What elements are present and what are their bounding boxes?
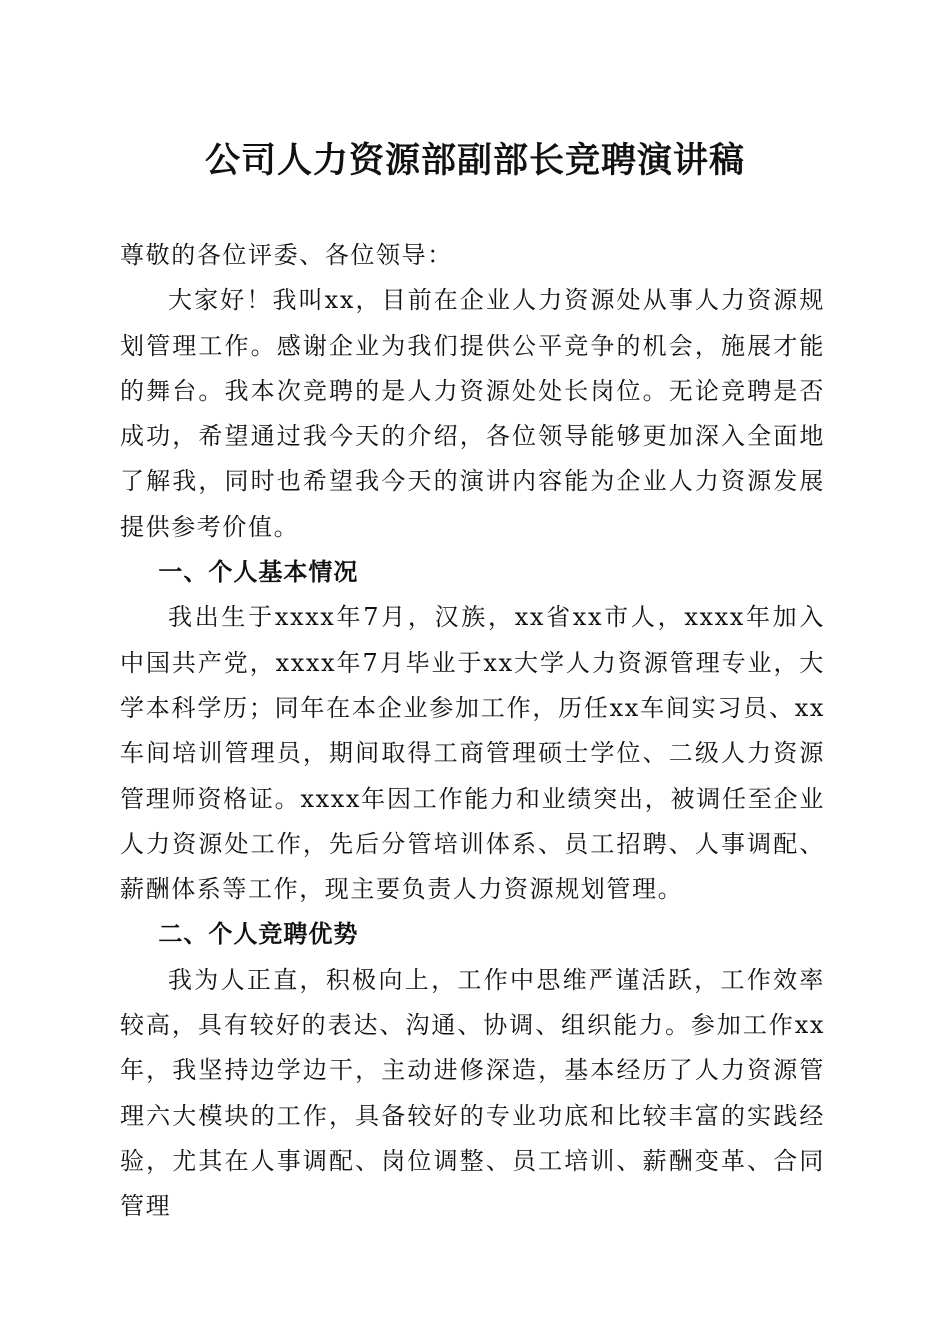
intro-paragraph: 大家好！我叫xx，目前在企业人力资源处从事人力资源规划管理工作。感谢企业为我们提供公平竞争的机会，施展才能的舞台。我本次竞聘的是人力资源处处长岗位。无论竞聘是否成功，希望通过我今天的介绍，各位领导能够更加深入全面地了解我，同时也希望我今天的演讲内容能为企业人力资源发展提供参考价值。 [120, 286, 825, 541]
advantages-paragraph: 我为人正直，积极向上，工作中思维严谨活跃，工作效率较高，具有较好的表达、沟通、协调、组织能力。参加工作xx年，我坚持边学边干，主动进修深造，基本经历了人力资源管理六大模块的工作，具备较好的专业功底和比较丰富的实践经验，尤其在人事调配、岗位调整、员工培训、薪酬变革、合同管理 [120, 965, 825, 1221]
section-heading-basic-info: 一、个人基本情况 [158, 558, 359, 587]
document-title: 公司人力资源部副部长竞聘演讲稿 [204, 140, 745, 181]
document-body [120, 233, 825, 1230]
basic-info-paragraph: 我出生于xxxx年7月，汉族，xx省xx市人，xxxx年加入中国共产党，xxxx年7月毕业于xx大学人力资源管理专业，大学本科学历；同年在本企业参加工作，历任xx车间实习员、xx车间培训管理员，期间取得工商管理硕士学位、二级人力资源管理师资格证。xxxx年因工作能力和业绩突出，被调任至企业人力资源处工作，先后分管培训体系、员工招聘、人事调配、薪酬体系等工作，现主要负责人力资源规划管理。 [120, 603, 825, 904]
salutation: 尊敬的各位评委、各位领导： [120, 241, 453, 269]
section-heading-advantages: 二、个人竞聘优势 [158, 920, 359, 949]
